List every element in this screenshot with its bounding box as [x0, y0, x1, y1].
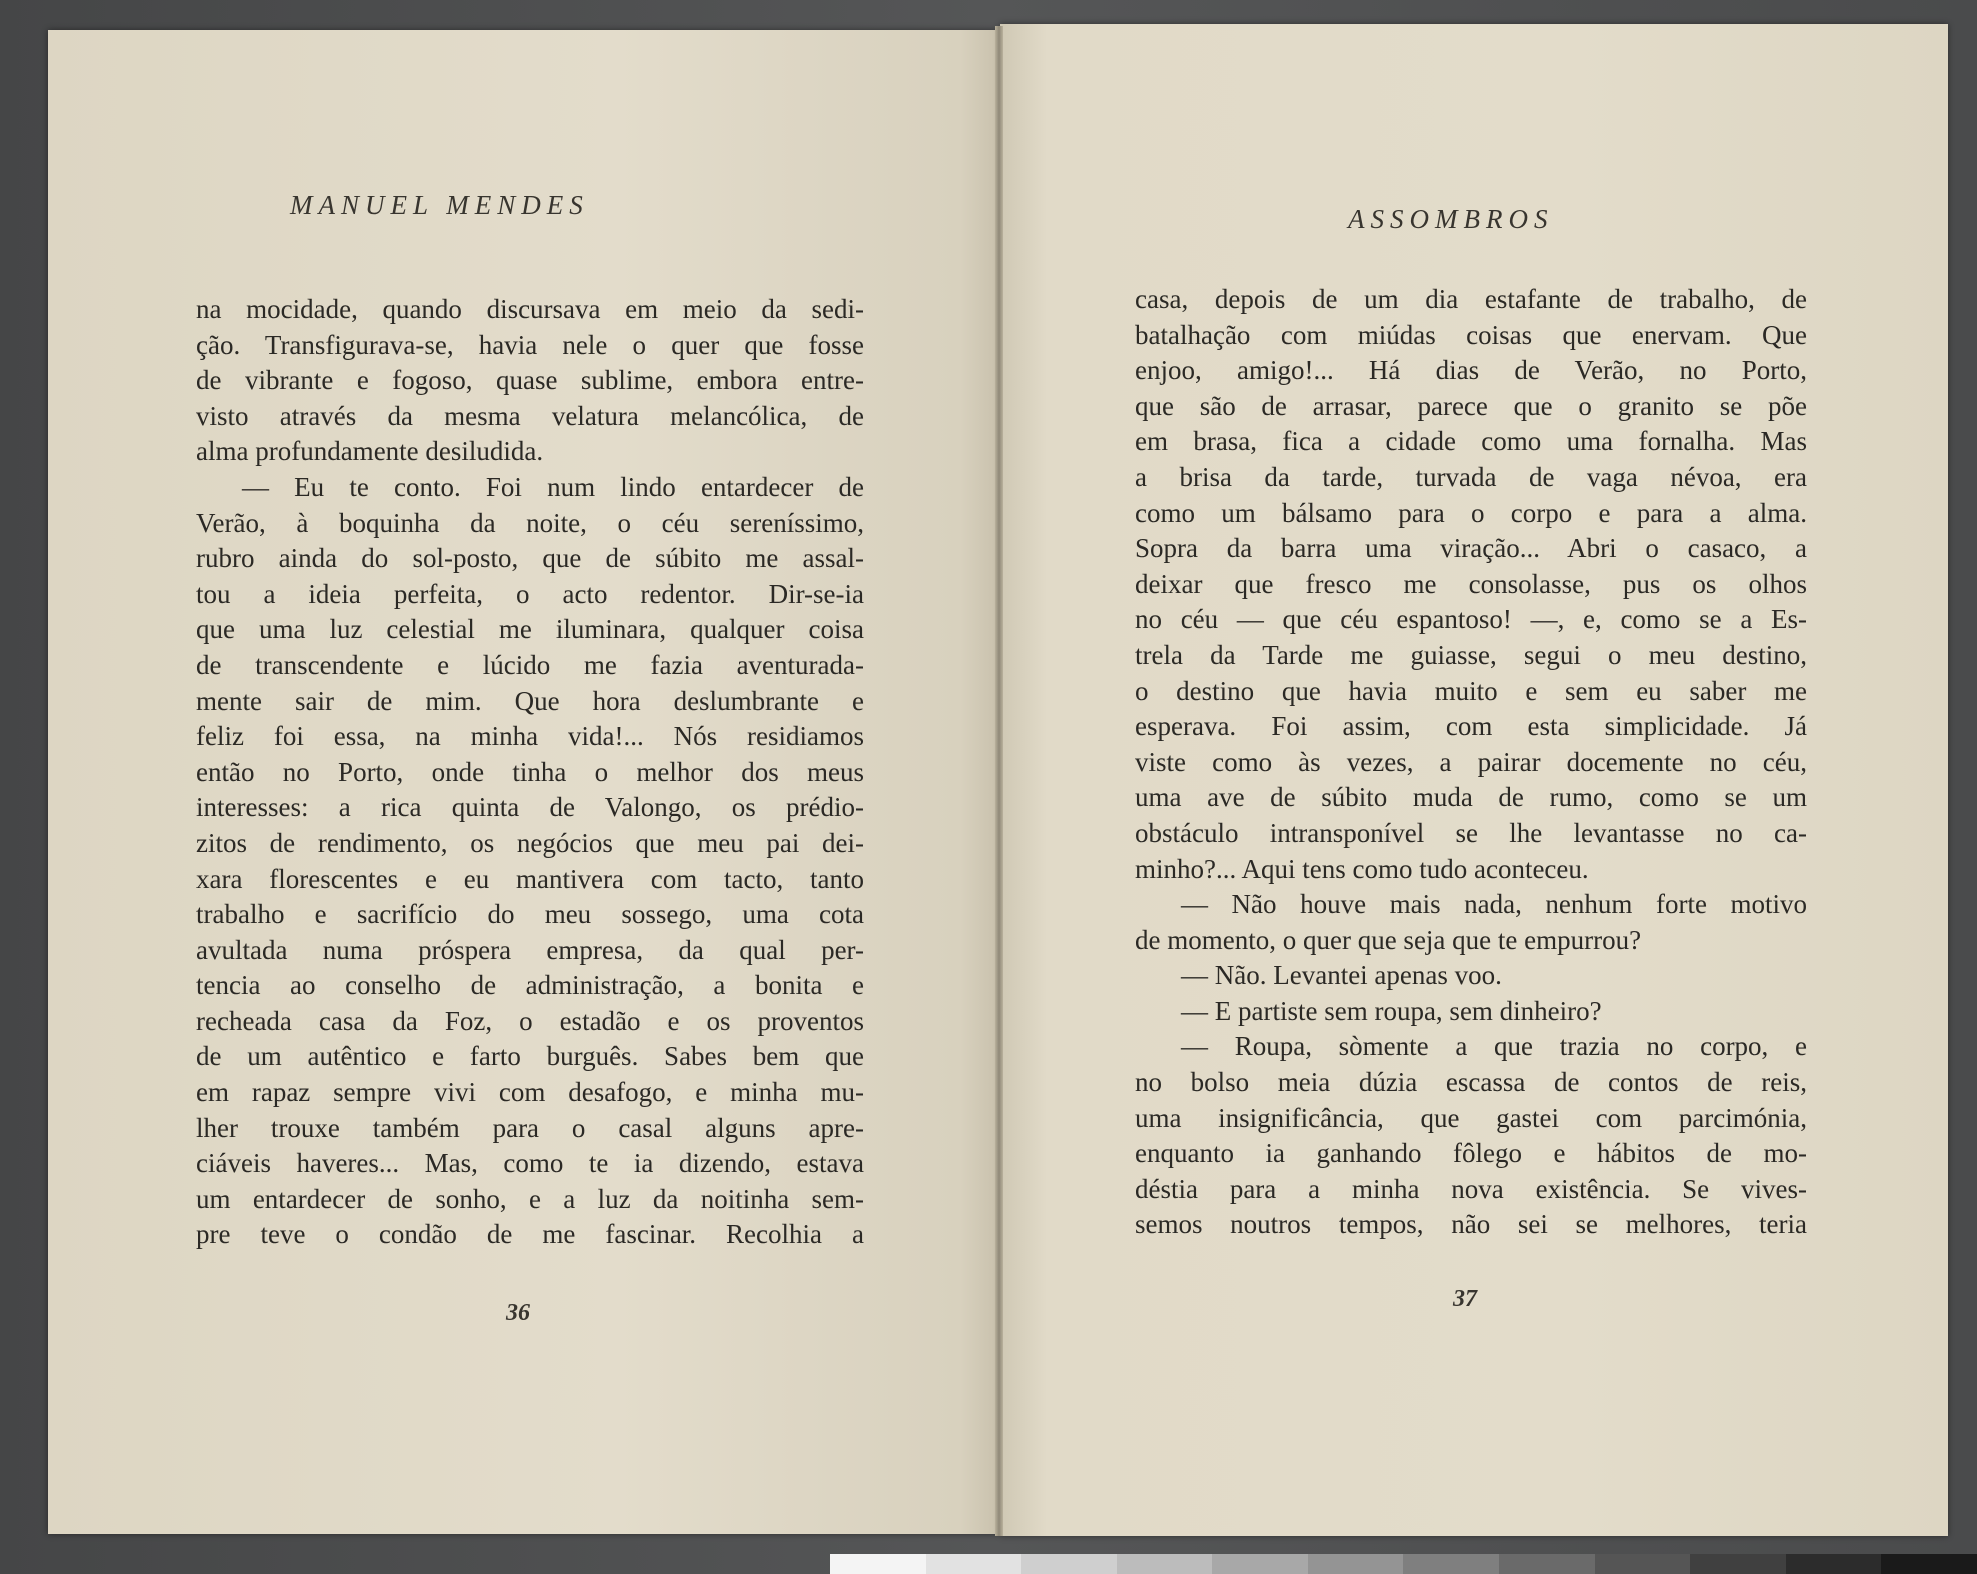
text-line: uma ave de súbito muda de rumo, como se um [1135, 782, 1807, 813]
text-line: obstáculo intransponível se lhe levantasse no ca- [1135, 817, 1807, 848]
text-line: — Roupa, sòmente a que trazia no corpo, e [1181, 1031, 1807, 1062]
text-line: interesses: a rica quinta de Valongo, os prédio- [196, 792, 864, 823]
text-line: feliz foi essa, na minha vida!... Nós residiamos [196, 721, 864, 752]
text-line: uma insignificância, que gastei com parcimónia, [1135, 1102, 1807, 1133]
text-line: mente sair de mim. Que hora deslumbrante e [196, 685, 864, 716]
text-line: casa, depois de um dia estafante de trabalho, de [1135, 284, 1807, 314]
text-line: déstia para a minha nova existência. Se vives- [1135, 1173, 1807, 1204]
text-line: como um bálsamo para o corpo e para a alma. [1135, 497, 1807, 528]
scale-segment [830, 1554, 926, 1574]
text-line: visto através da mesma velatura melancólica, de [196, 400, 864, 431]
text-line: em rapaz sempre vivi com desafogo, e minha mu- [196, 1077, 864, 1108]
text-line: lher trouxe também para o casal alguns apre- [196, 1112, 864, 1143]
right-page-number: 37 [1453, 1286, 1477, 1312]
text-line: no bolso meia dúzia escassa de contos de reis, [1135, 1067, 1807, 1098]
text-line: trela da Tarde me guiasse, segui o meu destino, [1135, 639, 1807, 670]
text-line: rubro ainda do sol-posto, que de súbito me assal- [196, 543, 864, 574]
text-line: viste como às vezes, a pairar docemente no céu, [1135, 746, 1807, 777]
left-page-number: 36 [506, 1300, 530, 1326]
text-line: o destino que havia muito e sem eu saber me [1135, 675, 1807, 706]
right-running-head: ASSOMBROS [1348, 204, 1554, 234]
text-line: batalhação com miúdas coisas que enervam. Que [1135, 319, 1807, 350]
text-line: recheada casa da Foz, o estadão e os proventos [196, 1005, 864, 1036]
scale-segment [1212, 1554, 1308, 1574]
text-line: de vibrante e fogoso, quase sublime, embora entre- [196, 365, 864, 396]
text-line: deixar que fresco me consolasse, pus os olhos [1135, 568, 1807, 599]
scale-segment [1595, 1554, 1691, 1574]
text-line: de transcendente e lúcido me fazia aventurada- [196, 649, 864, 680]
text-line: que uma luz celestial me iluminara, qualquer coisa [196, 614, 864, 645]
scale-segment [926, 1554, 1022, 1574]
grayscale-calibration-bar [830, 1554, 1977, 1574]
text-line: — Não houve mais nada, nenhum forte motivo [1181, 889, 1807, 920]
text-line: enjoo, amigo!... Há dias de Verão, no Porto, [1135, 355, 1807, 386]
scale-segment [1021, 1554, 1117, 1574]
text-line: então no Porto, onde tinha o melhor dos meus [196, 756, 864, 787]
text-line: de um autêntico e farto burguês. Sabes bem que [196, 1041, 864, 1072]
scale-segment [1117, 1554, 1213, 1574]
scale-segment [1690, 1554, 1786, 1574]
text-line: avultada numa próspera empresa, da qual per- [196, 934, 864, 965]
text-line: — Não. Levantei apenas voo. [1181, 960, 1502, 991]
scale-segment [1308, 1554, 1404, 1574]
text-line: pre teve o condão de me fascinar. Recolhia a [196, 1219, 864, 1250]
text-line: ciáveis haveres... Mas, como te ia dizendo, estava [196, 1148, 864, 1179]
text-line: esperava. Foi assim, com esta simplicidade. Já [1135, 711, 1807, 742]
text-line: alma profundamente desiludida. [196, 436, 544, 467]
text-line: zitos de rendimento, os negócios que meu pai dei- [196, 827, 864, 858]
text-line: a brisa da tarde, turvada de vaga névoa, era [1135, 461, 1807, 492]
scale-segment [1499, 1554, 1595, 1574]
left-page-text [196, 292, 864, 1253]
text-line: no céu — que céu espantoso! —, e, como se a Es- [1135, 604, 1807, 635]
text-line: na mocidade, quando discursava em meio da sedi- [196, 294, 864, 324]
text-line: enquanto ia ganhando fôlego e hábitos de mo- [1135, 1138, 1807, 1169]
text-line: em brasa, fica a cidade como uma fornalha. Mas [1135, 426, 1807, 457]
text-line: tou a ideia perfeita, o acto redentor. Dir-se-ia [196, 578, 864, 609]
text-line: xara florescentes e eu mantivera com tacto, tanto [196, 863, 864, 894]
text-line: tencia ao conselho de administração, a bonita e [196, 970, 864, 1001]
text-line: — Eu te conto. Foi num lindo entardecer de [242, 471, 864, 502]
text-line: trabalho e sacrifício do meu sossego, uma cota [196, 899, 864, 930]
text-line: ção. Transfigurava-se, havia nele o quer que fosse [196, 329, 864, 360]
text-line: um entardecer de sonho, e a luz da noitinha sem- [196, 1183, 864, 1214]
text-line: Sopra da barra uma viração... Abri o casaco, a [1135, 533, 1807, 564]
scale-segment [1881, 1554, 1977, 1574]
text-line: minho?... Aqui tens como tudo aconteceu. [1135, 853, 1589, 884]
text-line: de momento, o quer que seja que te empurrou? [1135, 924, 1642, 955]
scale-segment [1786, 1554, 1882, 1574]
text-line: Verão, à boquinha da noite, o céu sereníssimo, [196, 507, 864, 538]
text-line: semos noutros tempos, não sei se melhores, teria [1135, 1209, 1807, 1240]
right-page-text [1135, 282, 1807, 1243]
left-running-head: MANUEL MENDES [290, 190, 589, 220]
book-gutter [995, 26, 1003, 1536]
text-line: — E partiste sem roupa, sem dinheiro? [1181, 995, 1602, 1026]
text-line: que são de arrasar, parece que o granito se põe [1135, 390, 1807, 421]
scale-segment [1403, 1554, 1499, 1574]
